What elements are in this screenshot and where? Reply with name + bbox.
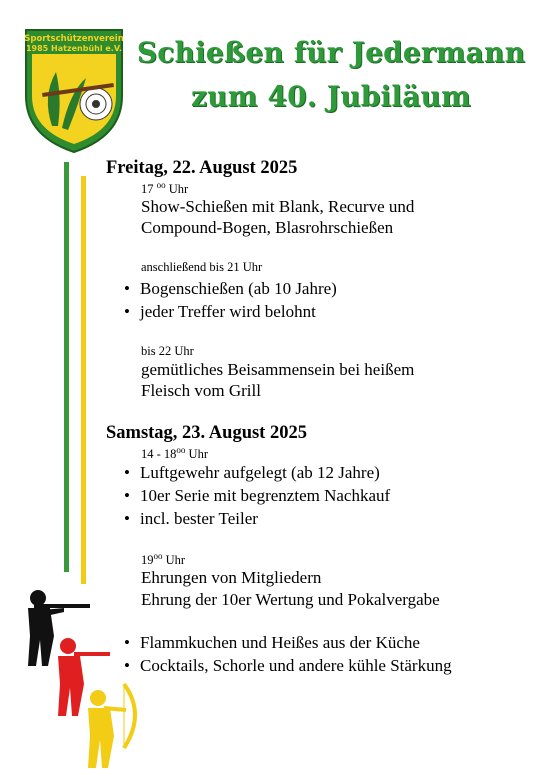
- list-item: [124, 278, 337, 299]
- list-item-text: Flammkuchen und Heißes aus der Küche: [140, 633, 420, 652]
- list-item: [124, 462, 380, 483]
- saturday-time-1-range: 14 - 18: [141, 447, 177, 462]
- list-item-text: 10er Serie mit begrenztem Nachkauf: [140, 486, 391, 505]
- friday-show-line-1: Show-Schießen mit Blank, Recurve und: [141, 197, 415, 216]
- list-item: [124, 655, 452, 676]
- friday-time-1: [141, 180, 188, 197]
- friday-time-3: bis 22 Uhr: [141, 344, 194, 358]
- list-item: [124, 508, 258, 529]
- club-logo: [22, 26, 126, 154]
- friday-show-line-2: Compound-Bogen, Blasrohrschießen: [141, 218, 394, 237]
- list-item: [124, 632, 420, 653]
- list-item-text: Cocktails, Schorle und andere kühle Stärkung: [140, 656, 452, 675]
- saturday-time-2-minutes: oo: [153, 551, 163, 561]
- logo-text-top: Sportschützenverein: [24, 34, 124, 44]
- saturday-heading: Samstag, 23. August 2025: [106, 423, 307, 443]
- logo-text-bottom: 1985 Hatzenbühl e.V.: [25, 44, 123, 53]
- friday-time-2: anschließend bis 21 Uhr: [141, 260, 263, 274]
- bullet-icon: •: [124, 509, 130, 528]
- saturday-time-2: [141, 551, 185, 568]
- title-line-2: zum 40. Jubiläum: [191, 80, 471, 113]
- list-item-text: Luftgewehr aufgelegt (ab 12 Jahre): [140, 463, 380, 482]
- bullet-icon: •: [124, 279, 130, 298]
- saturday-time-2-suffix: Uhr: [165, 553, 186, 568]
- bullet-icon: •: [124, 656, 130, 675]
- list-item-text: jeder Treffer wird belohnt: [140, 302, 316, 321]
- title-line-1: Schießen für Jedermann: [136, 36, 526, 69]
- shooter-figures: [20, 588, 150, 778]
- green-vertical-bar: [64, 162, 69, 572]
- list-item-text: incl. bester Teiler: [140, 509, 258, 528]
- friday-time-1-minutes: oo: [156, 180, 166, 190]
- archer-yellow-icon: [88, 684, 135, 768]
- saturday-honors-line-2: Ehrung der 10er Wertung und Pokalvergabe: [141, 590, 440, 609]
- list-item-text: Bogenschießen (ab 10 Jahre): [140, 279, 337, 298]
- bullet-icon: •: [124, 633, 130, 652]
- friday-heading: Freitag, 22. August 2025: [106, 158, 298, 178]
- saturday-time-1-minutes: oo: [176, 445, 186, 455]
- friday-time-1-hour: 17: [141, 182, 154, 197]
- saturday-time-1-suffix: Uhr: [188, 447, 208, 462]
- bullet-icon: •: [124, 486, 130, 505]
- friday-social-line-2: Fleisch vom Grill: [141, 381, 261, 400]
- bullet-icon: •: [124, 463, 130, 482]
- list-item: [124, 485, 390, 506]
- friday-time-1-suffix: Uhr: [168, 182, 189, 197]
- list-item: [124, 301, 316, 322]
- saturday-time-1: [141, 445, 208, 462]
- saturday-time-2-hour: 19: [141, 553, 154, 568]
- friday-social-line-1: gemütliches Beisammensein bei heißem: [141, 360, 415, 379]
- saturday-honors-line-1: Ehrungen von Mitgliedern: [141, 568, 322, 587]
- bullet-icon: •: [124, 302, 130, 321]
- yellow-vertical-bar: [81, 176, 86, 584]
